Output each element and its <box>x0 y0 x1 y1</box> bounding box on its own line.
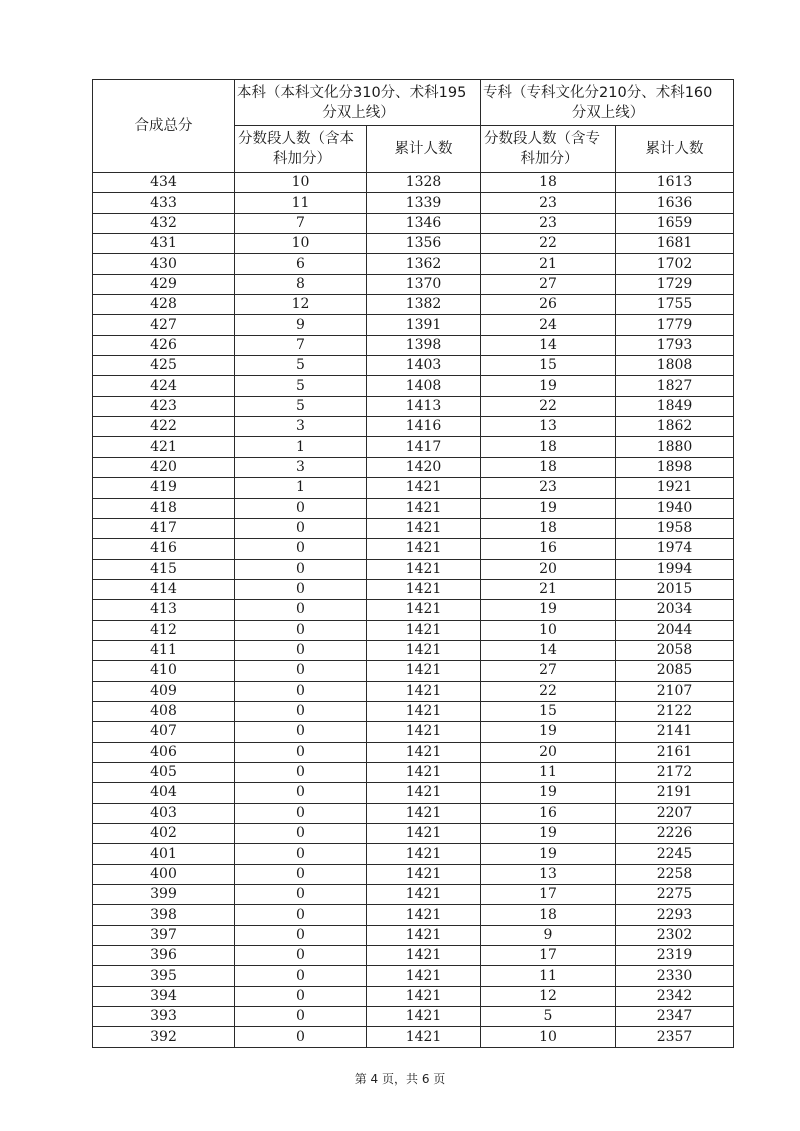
cell-junior-count: 15 <box>481 701 616 721</box>
cell-junior-count: 10 <box>481 1027 616 1047</box>
cell-total-score: 432 <box>93 213 235 233</box>
cell-undergrad-cumulative: 1421 <box>367 701 481 721</box>
header-undergrad-cumulative: 累计人数 <box>367 126 481 173</box>
cell-undergrad-count: 0 <box>235 864 367 884</box>
cell-junior-count: 18 <box>481 437 616 457</box>
cell-junior-cumulative: 2342 <box>616 986 734 1006</box>
cell-junior-cumulative: 1921 <box>616 478 734 498</box>
cell-junior-cumulative: 2172 <box>616 762 734 782</box>
cell-undergrad-cumulative: 1370 <box>367 274 481 294</box>
cell-total-score: 406 <box>93 742 235 762</box>
table-row <box>93 579 734 599</box>
cell-junior-count: 14 <box>481 335 616 355</box>
cell-junior-cumulative: 1636 <box>616 193 734 213</box>
cell-junior-cumulative: 2245 <box>616 844 734 864</box>
cell-junior-count: 15 <box>481 356 616 376</box>
cell-undergrad-count: 0 <box>235 824 367 844</box>
table-row <box>93 925 734 945</box>
page-number: 第 4 页，共 6 页 <box>354 1072 446 1086</box>
cell-junior-count: 18 <box>481 518 616 538</box>
cell-junior-count: 26 <box>481 295 616 315</box>
table-row <box>93 376 734 396</box>
table-row <box>93 783 734 803</box>
table-row <box>93 864 734 884</box>
cell-junior-count: 23 <box>481 193 616 213</box>
cell-total-score: 410 <box>93 661 235 681</box>
cell-total-score: 402 <box>93 824 235 844</box>
cell-undergrad-cumulative: 1391 <box>367 315 481 335</box>
cell-total-score: 424 <box>93 376 235 396</box>
cell-undergrad-count: 0 <box>235 905 367 925</box>
cell-junior-cumulative: 2302 <box>616 925 734 945</box>
cell-undergrad-cumulative: 1421 <box>367 498 481 518</box>
table-row <box>93 824 734 844</box>
cell-total-score: 419 <box>93 478 235 498</box>
cell-junior-cumulative: 2085 <box>616 661 734 681</box>
cell-junior-cumulative: 1862 <box>616 417 734 437</box>
cell-junior-count: 17 <box>481 946 616 966</box>
cell-undergrad-cumulative: 1416 <box>367 417 481 437</box>
cell-undergrad-cumulative: 1421 <box>367 1007 481 1027</box>
cell-undergrad-count: 3 <box>235 417 367 437</box>
cell-junior-cumulative: 2044 <box>616 620 734 640</box>
table-row <box>93 274 734 294</box>
table-row <box>93 742 734 762</box>
table-row <box>93 620 734 640</box>
cell-total-score: 397 <box>93 925 235 945</box>
table-row <box>93 437 734 457</box>
cell-undergrad-count: 0 <box>235 661 367 681</box>
cell-junior-cumulative: 1659 <box>616 213 734 233</box>
cell-undergrad-cumulative: 1421 <box>367 864 481 884</box>
cell-undergrad-cumulative: 1421 <box>367 518 481 538</box>
cell-total-score: 420 <box>93 457 235 477</box>
cell-total-score: 399 <box>93 885 235 905</box>
cell-total-score: 415 <box>93 559 235 579</box>
cell-undergrad-count: 0 <box>235 681 367 701</box>
cell-total-score: 400 <box>93 864 235 884</box>
cell-junior-count: 16 <box>481 539 616 559</box>
table-row <box>93 457 734 477</box>
cell-junior-cumulative: 1880 <box>616 437 734 457</box>
cell-junior-cumulative: 1808 <box>616 356 734 376</box>
cell-total-score: 407 <box>93 722 235 742</box>
table-row <box>93 234 734 254</box>
cell-junior-count: 19 <box>481 376 616 396</box>
header-total-score: 合成总分 <box>93 80 235 173</box>
cell-undergrad-count: 0 <box>235 559 367 579</box>
cell-undergrad-count: 0 <box>235 783 367 803</box>
cell-undergrad-cumulative: 1413 <box>367 396 481 416</box>
table-row <box>93 885 734 905</box>
cell-junior-cumulative: 1849 <box>616 396 734 416</box>
cell-undergrad-cumulative: 1421 <box>367 925 481 945</box>
table-body <box>93 173 734 1048</box>
cell-undergrad-count: 1 <box>235 437 367 457</box>
table-row <box>93 844 734 864</box>
table-row <box>93 986 734 1006</box>
cell-undergrad-count: 3 <box>235 457 367 477</box>
cell-total-score: 428 <box>93 295 235 315</box>
cell-junior-count: 5 <box>481 1007 616 1027</box>
cell-undergrad-count: 0 <box>235 885 367 905</box>
cell-undergrad-cumulative: 1398 <box>367 335 481 355</box>
cell-undergrad-count: 0 <box>235 1007 367 1027</box>
cell-junior-cumulative: 2034 <box>616 600 734 620</box>
cell-junior-cumulative: 2357 <box>616 1027 734 1047</box>
cell-junior-count: 22 <box>481 681 616 701</box>
cell-undergrad-count: 0 <box>235 579 367 599</box>
cell-undergrad-cumulative: 1421 <box>367 559 481 579</box>
table-row <box>93 335 734 355</box>
cell-undergrad-count: 0 <box>235 762 367 782</box>
cell-junior-count: 9 <box>481 925 616 945</box>
cell-total-score: 394 <box>93 986 235 1006</box>
cell-junior-count: 18 <box>481 173 616 193</box>
table-row <box>93 539 734 559</box>
cell-junior-count: 18 <box>481 457 616 477</box>
cell-junior-cumulative: 1755 <box>616 295 734 315</box>
cell-total-score: 433 <box>93 193 235 213</box>
cell-undergrad-count: 6 <box>235 254 367 274</box>
cell-undergrad-cumulative: 1421 <box>367 986 481 1006</box>
cell-total-score: 409 <box>93 681 235 701</box>
cell-junior-count: 21 <box>481 254 616 274</box>
cell-total-score: 434 <box>93 173 235 193</box>
cell-total-score: 417 <box>93 518 235 538</box>
cell-junior-cumulative: 2141 <box>616 722 734 742</box>
cell-total-score: 393 <box>93 1007 235 1027</box>
cell-undergrad-cumulative: 1421 <box>367 478 481 498</box>
cell-undergrad-cumulative: 1421 <box>367 640 481 660</box>
table-row <box>93 478 734 498</box>
cell-junior-count: 20 <box>481 742 616 762</box>
table-row <box>93 701 734 721</box>
cell-undergrad-count: 0 <box>235 620 367 640</box>
cell-junior-cumulative: 2191 <box>616 783 734 803</box>
cell-undergrad-count: 0 <box>235 518 367 538</box>
cell-junior-count: 14 <box>481 640 616 660</box>
table-row <box>93 722 734 742</box>
cell-total-score: 404 <box>93 783 235 803</box>
cell-undergrad-cumulative: 1421 <box>367 722 481 742</box>
cell-undergrad-cumulative: 1362 <box>367 254 481 274</box>
cell-undergrad-count: 0 <box>235 986 367 1006</box>
cell-junior-cumulative: 1779 <box>616 315 734 335</box>
cell-undergrad-count: 10 <box>235 234 367 254</box>
table-row <box>93 356 734 376</box>
cell-junior-count: 23 <box>481 213 616 233</box>
cell-undergrad-cumulative: 1403 <box>367 356 481 376</box>
cell-undergrad-cumulative: 1421 <box>367 620 481 640</box>
cell-junior-count: 19 <box>481 722 616 742</box>
cell-undergrad-cumulative: 1421 <box>367 742 481 762</box>
cell-junior-cumulative: 2161 <box>616 742 734 762</box>
score-table <box>92 79 734 1048</box>
cell-undergrad-cumulative: 1421 <box>367 783 481 803</box>
cell-undergrad-count: 0 <box>235 844 367 864</box>
cell-total-score: 403 <box>93 803 235 823</box>
cell-undergrad-cumulative: 1421 <box>367 539 481 559</box>
cell-junior-cumulative: 1681 <box>616 234 734 254</box>
header-junior-cumulative: 累计人数 <box>616 126 734 173</box>
cell-undergrad-count: 0 <box>235 925 367 945</box>
cell-junior-cumulative: 1827 <box>616 376 734 396</box>
cell-total-score: 414 <box>93 579 235 599</box>
cell-undergrad-count: 10 <box>235 173 367 193</box>
cell-undergrad-cumulative: 1421 <box>367 824 481 844</box>
cell-junior-count: 11 <box>481 762 616 782</box>
cell-junior-cumulative: 1729 <box>616 274 734 294</box>
cell-junior-cumulative: 2293 <box>616 905 734 925</box>
cell-junior-count: 20 <box>481 559 616 579</box>
cell-junior-cumulative: 2330 <box>616 966 734 986</box>
cell-junior-cumulative: 1958 <box>616 518 734 538</box>
cell-junior-cumulative: 2207 <box>616 803 734 823</box>
table-row <box>93 946 734 966</box>
cell-total-score: 401 <box>93 844 235 864</box>
cell-total-score: 429 <box>93 274 235 294</box>
cell-undergrad-cumulative: 1421 <box>367 1027 481 1047</box>
table-row <box>93 213 734 233</box>
cell-junior-count: 13 <box>481 864 616 884</box>
header-junior-count: 分数段人数（含专 科加分） <box>481 126 616 173</box>
cell-total-score: 408 <box>93 701 235 721</box>
table-row <box>93 518 734 538</box>
cell-junior-count: 18 <box>481 905 616 925</box>
cell-junior-count: 19 <box>481 600 616 620</box>
cell-undergrad-count: 0 <box>235 701 367 721</box>
cell-undergrad-count: 12 <box>235 295 367 315</box>
cell-undergrad-count: 8 <box>235 274 367 294</box>
table-row <box>93 193 734 213</box>
table-row <box>93 600 734 620</box>
table-row <box>93 762 734 782</box>
cell-undergrad-cumulative: 1421 <box>367 803 481 823</box>
table-row <box>93 640 734 660</box>
cell-undergrad-cumulative: 1339 <box>367 193 481 213</box>
table-row <box>93 173 734 193</box>
table-header <box>93 80 734 173</box>
cell-junior-cumulative: 2107 <box>616 681 734 701</box>
table-row <box>93 295 734 315</box>
cell-undergrad-cumulative: 1421 <box>367 579 481 599</box>
cell-junior-count: 19 <box>481 783 616 803</box>
cell-total-score: 413 <box>93 600 235 620</box>
cell-junior-cumulative: 1898 <box>616 457 734 477</box>
cell-junior-count: 19 <box>481 498 616 518</box>
cell-total-score: 423 <box>93 396 235 416</box>
cell-undergrad-cumulative: 1421 <box>367 600 481 620</box>
cell-junior-count: 27 <box>481 274 616 294</box>
cell-undergrad-count: 1 <box>235 478 367 498</box>
table-row <box>93 498 734 518</box>
cell-total-score: 392 <box>93 1027 235 1047</box>
cell-junior-count: 17 <box>481 885 616 905</box>
header-undergrad-count: 分数段人数（含本 科加分） <box>235 126 367 173</box>
cell-total-score: 396 <box>93 946 235 966</box>
table-row <box>93 315 734 335</box>
cell-junior-cumulative: 1702 <box>616 254 734 274</box>
cell-undergrad-cumulative: 1382 <box>367 295 481 315</box>
table-row <box>93 803 734 823</box>
cell-undergrad-count: 7 <box>235 335 367 355</box>
cell-junior-count: 13 <box>481 417 616 437</box>
cell-junior-count: 27 <box>481 661 616 681</box>
cell-junior-count: 19 <box>481 824 616 844</box>
header-undergrad: 本科（本科文化分310分、术科195 分双上线） <box>235 80 481 126</box>
cell-junior-cumulative: 1974 <box>616 539 734 559</box>
cell-total-score: 416 <box>93 539 235 559</box>
cell-junior-count: 22 <box>481 234 616 254</box>
cell-undergrad-cumulative: 1420 <box>367 457 481 477</box>
cell-junior-cumulative: 2258 <box>616 864 734 884</box>
cell-undergrad-count: 0 <box>235 600 367 620</box>
cell-junior-cumulative: 1613 <box>616 173 734 193</box>
cell-undergrad-cumulative: 1421 <box>367 946 481 966</box>
cell-total-score: 405 <box>93 762 235 782</box>
cell-undergrad-cumulative: 1328 <box>367 173 481 193</box>
cell-undergrad-cumulative: 1421 <box>367 844 481 864</box>
table-row <box>93 661 734 681</box>
cell-undergrad-count: 0 <box>235 946 367 966</box>
cell-undergrad-count: 0 <box>235 803 367 823</box>
cell-undergrad-count: 0 <box>235 966 367 986</box>
cell-undergrad-count: 11 <box>235 193 367 213</box>
cell-total-score: 422 <box>93 417 235 437</box>
cell-undergrad-cumulative: 1421 <box>367 661 481 681</box>
cell-undergrad-cumulative: 1408 <box>367 376 481 396</box>
cell-total-score: 412 <box>93 620 235 640</box>
cell-junior-cumulative: 2347 <box>616 1007 734 1027</box>
cell-total-score: 418 <box>93 498 235 518</box>
cell-total-score: 425 <box>93 356 235 376</box>
cell-total-score: 398 <box>93 905 235 925</box>
cell-junior-cumulative: 2226 <box>616 824 734 844</box>
cell-undergrad-cumulative: 1421 <box>367 762 481 782</box>
cell-undergrad-cumulative: 1421 <box>367 905 481 925</box>
cell-junior-count: 21 <box>481 579 616 599</box>
cell-total-score: 427 <box>93 315 235 335</box>
cell-junior-cumulative: 1940 <box>616 498 734 518</box>
cell-junior-cumulative: 2275 <box>616 885 734 905</box>
cell-junior-cumulative: 2319 <box>616 946 734 966</box>
table-row <box>93 1007 734 1027</box>
cell-undergrad-count: 9 <box>235 315 367 335</box>
table-row <box>93 905 734 925</box>
cell-undergrad-cumulative: 1421 <box>367 966 481 986</box>
cell-undergrad-count: 0 <box>235 722 367 742</box>
cell-undergrad-count: 7 <box>235 213 367 233</box>
cell-junior-count: 19 <box>481 844 616 864</box>
cell-undergrad-count: 5 <box>235 396 367 416</box>
cell-total-score: 430 <box>93 254 235 274</box>
cell-total-score: 411 <box>93 640 235 660</box>
cell-junior-count: 22 <box>481 396 616 416</box>
cell-undergrad-count: 0 <box>235 498 367 518</box>
cell-undergrad-cumulative: 1356 <box>367 234 481 254</box>
cell-undergrad-count: 5 <box>235 356 367 376</box>
cell-total-score: 426 <box>93 335 235 355</box>
table-row <box>93 966 734 986</box>
cell-junior-count: 24 <box>481 315 616 335</box>
table-row <box>93 681 734 701</box>
cell-junior-cumulative: 1793 <box>616 335 734 355</box>
table-row <box>93 559 734 579</box>
cell-undergrad-count: 0 <box>235 742 367 762</box>
cell-undergrad-count: 0 <box>235 1027 367 1047</box>
cell-junior-cumulative: 2122 <box>616 701 734 721</box>
table-row <box>93 1027 734 1047</box>
table-row <box>93 254 734 274</box>
cell-junior-count: 11 <box>481 966 616 986</box>
cell-junior-count: 23 <box>481 478 616 498</box>
cell-junior-cumulative: 2058 <box>616 640 734 660</box>
cell-total-score: 431 <box>93 234 235 254</box>
cell-junior-cumulative: 1994 <box>616 559 734 579</box>
table-row <box>93 396 734 416</box>
cell-junior-count: 12 <box>481 986 616 1006</box>
cell-undergrad-cumulative: 1417 <box>367 437 481 457</box>
cell-undergrad-cumulative: 1421 <box>367 681 481 701</box>
cell-undergrad-cumulative: 1421 <box>367 885 481 905</box>
cell-total-score: 395 <box>93 966 235 986</box>
table-row <box>93 417 734 437</box>
cell-undergrad-count: 5 <box>235 376 367 396</box>
cell-undergrad-count: 0 <box>235 640 367 660</box>
cell-total-score: 421 <box>93 437 235 457</box>
cell-junior-count: 10 <box>481 620 616 640</box>
cell-junior-count: 16 <box>481 803 616 823</box>
header-junior: 专科（专科文化分210分、术科160 分双上线） <box>481 80 734 126</box>
cell-undergrad-count: 0 <box>235 539 367 559</box>
cell-undergrad-cumulative: 1346 <box>367 213 481 233</box>
cell-junior-cumulative: 2015 <box>616 579 734 599</box>
